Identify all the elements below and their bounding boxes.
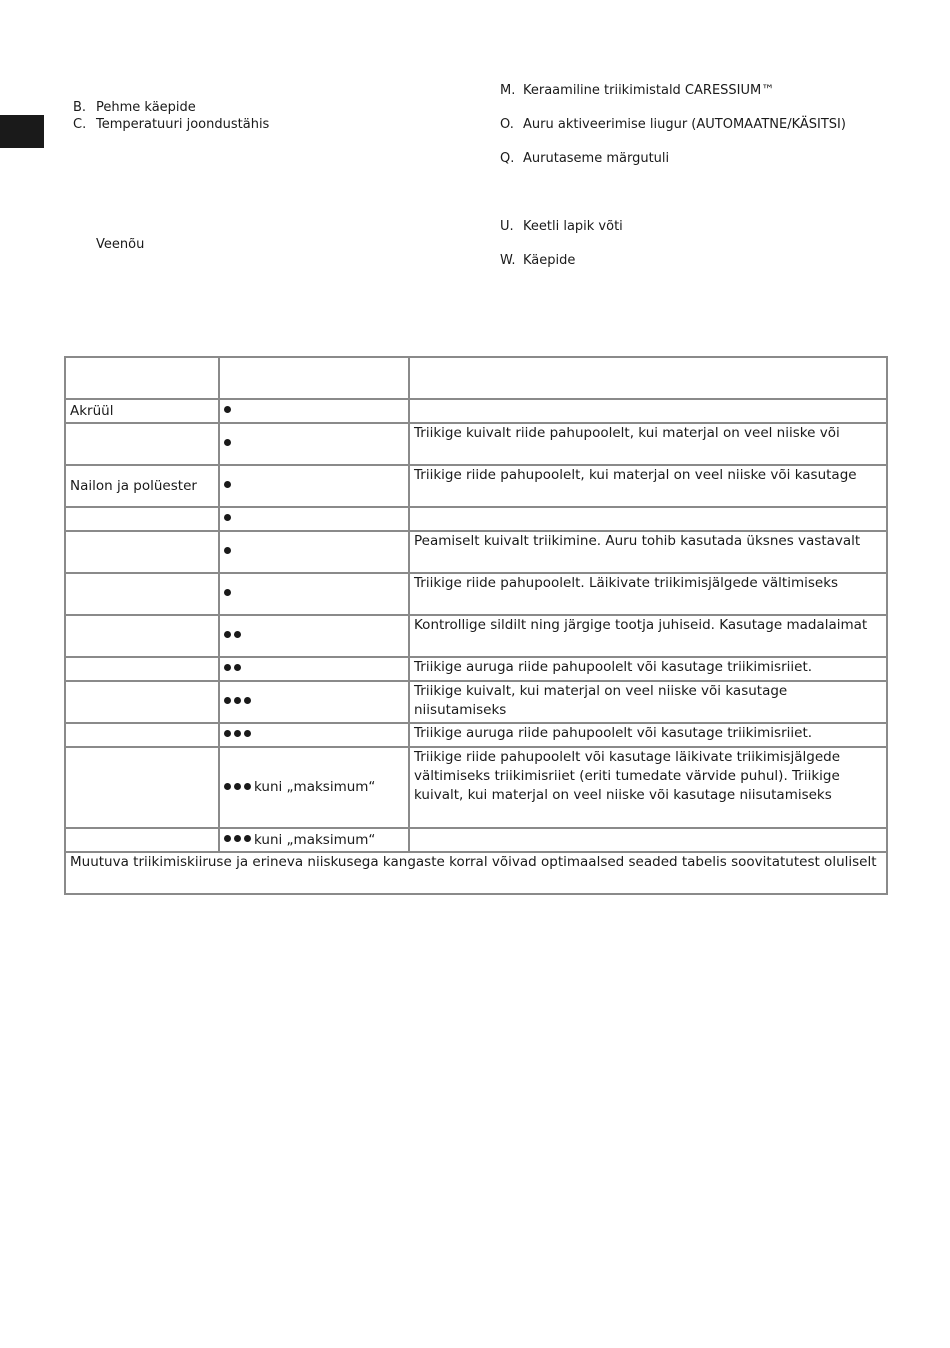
part-letter: W. [500,253,516,268]
temperature-dot-icon [244,835,251,842]
table-row [65,399,887,423]
table-row [65,828,887,852]
fabric-type-cell [65,615,219,657]
temperature-suffix: kuni „maksimum“ [254,831,376,848]
fabric-type-cell [65,357,219,399]
table-footer-row [65,852,887,894]
temperature-cell [219,573,409,615]
table-row [65,423,887,465]
ironing-note-cell: Triikige kuivalt, kui materjal on veel niiske või kasutage niisutamiseks [409,681,887,723]
temperature-setting [224,544,234,560]
part-letter: B. [73,100,87,115]
temperature-setting [224,628,244,644]
temperature-cell [219,723,409,747]
temperature-suffix: kuni „maksimum“ [254,779,376,795]
table-footer-note: Muutuva triikimiskiiruse ja erineva niiskusega kangaste korral võivad optimaalsed seaded tabelis soovitatutest oluliselt [65,852,887,894]
temperature-dot-icon [234,783,241,790]
part-label: Pehme käepide [96,100,196,115]
temperature-setting [224,727,254,743]
part-label: Keetli lapik võti [523,219,623,234]
fabric-type-cell [65,723,219,747]
ironing-note-cell [409,828,887,852]
table-row [65,357,887,399]
section-tab-marker [0,115,44,148]
temperature-cell [219,747,409,828]
ironing-note-cell: Triikige riide pahupoolelt või kasutage läikivate triikimisjälgede vältimiseks triikimisriiet (eriti tumedate värvide puhul). Triikige kuivalt, kui materjal on veel niiske või kasutage niisutamiseks [409,747,887,828]
ironing-note-cell: Triikige auruga riide pahupoolelt või kasutage triikimisriiet. [409,657,887,681]
table-row [65,465,887,507]
ironing-note-cell: Kontrollige sildilt ning järgige tootja juhiseid. Kasutage madalaimat [409,615,887,657]
temperature-dot-icon [224,835,231,842]
temperature-dot-icon [244,697,251,704]
ironing-note-cell [409,357,887,399]
temperature-dot-icon [224,547,231,554]
part-label: Aurutaseme märgutuli [523,151,670,166]
fabric-type-cell [65,681,219,723]
temperature-cell [219,399,409,423]
temperature-cell [219,828,409,852]
temperature-dot-icon [244,730,251,737]
temperature-setting [224,661,244,677]
temperature-dot-icon [224,481,231,488]
table-row [65,723,887,747]
part-letter: U. [500,219,514,234]
temperature-setting [224,403,234,419]
part-label: Temperatuuri joondustähis [96,117,270,132]
fabric-type-cell [65,531,219,573]
fabric-type-cell [65,657,219,681]
temperature-cell [219,465,409,507]
part-letter: C. [73,117,87,132]
temperature-dot-icon [234,697,241,704]
part-letter: Q. [500,151,515,166]
ironing-note-cell: Triikige riide pahupoolelt. Läikivate triikimisjälgede vältimiseks [409,573,887,615]
temperature-dot-icon [224,631,231,638]
fabric-type-cell: Akrüül [65,399,219,423]
part-letter: M. [500,83,516,98]
temperature-dot-icon [234,631,241,638]
temperature-cell [219,657,409,681]
part-label: Käepide [523,253,576,268]
table-row [65,657,887,681]
temperature-dot-icon [234,664,241,671]
temperature-cell [219,507,409,531]
ironing-note-cell: Peamiselt kuivalt triikimine. Auru tohib kasutada üksnes vastavalt [409,531,887,573]
ironing-note-cell: Triikige kuivalt riide pahupoolelt, kui materjal on veel niiske või [409,423,887,465]
temperature-cell [219,615,409,657]
part-label: Auru aktiveerimise liugur (AUTOMAATNE/KÄSITSI) [523,117,846,132]
temperature-cell [219,357,409,399]
temperature-dot-icon [224,664,231,671]
table-row [65,681,887,723]
table-row [65,615,887,657]
temperature-dot-icon [224,783,231,790]
part-label: Veenõu [96,237,145,252]
temperature-dot-icon [234,730,241,737]
temperature-dot-icon [224,406,231,413]
temperature-cell [219,423,409,465]
table-row [65,531,887,573]
temperature-dot-icon [224,514,231,521]
ironing-note-cell [409,399,887,423]
part-letter: O. [500,117,514,132]
temperature-cell [219,681,409,723]
table-row [65,507,887,531]
part-label: Keraamiline triikimistald CARESSIUM™ [523,83,775,98]
temperature-setting [224,779,375,795]
temperature-setting [224,694,254,710]
fabric-type-cell [65,423,219,465]
fabric-type-cell [65,828,219,852]
table-row [65,573,887,615]
temperature-cell [219,531,409,573]
table-row [65,747,887,828]
temperature-dot-icon [224,589,231,596]
fabric-type-cell [65,573,219,615]
ironing-note-cell: Triikige auruga riide pahupoolelt või kasutage triikimisriiet. [409,723,887,747]
fabric-type-cell [65,507,219,531]
fabric-type-cell: Nailon ja polüester [65,465,219,507]
fabric-table-body [65,357,887,894]
temperature-setting [224,436,234,452]
temperature-setting [224,586,234,602]
ironing-note-cell [409,507,887,531]
ironing-note-cell: Triikige riide pahupoolelt, kui materjal on veel niiske või kasutage [409,465,887,507]
temperature-dot-icon [244,783,251,790]
fabric-type-cell [65,747,219,828]
temperature-setting [224,478,234,494]
temperature-setting [224,832,375,848]
temperature-setting [224,511,234,527]
temperature-dot-icon [224,439,231,446]
temperature-dot-icon [224,697,231,704]
fabric-settings-table [64,356,888,895]
temperature-dot-icon [234,835,241,842]
temperature-dot-icon [224,730,231,737]
